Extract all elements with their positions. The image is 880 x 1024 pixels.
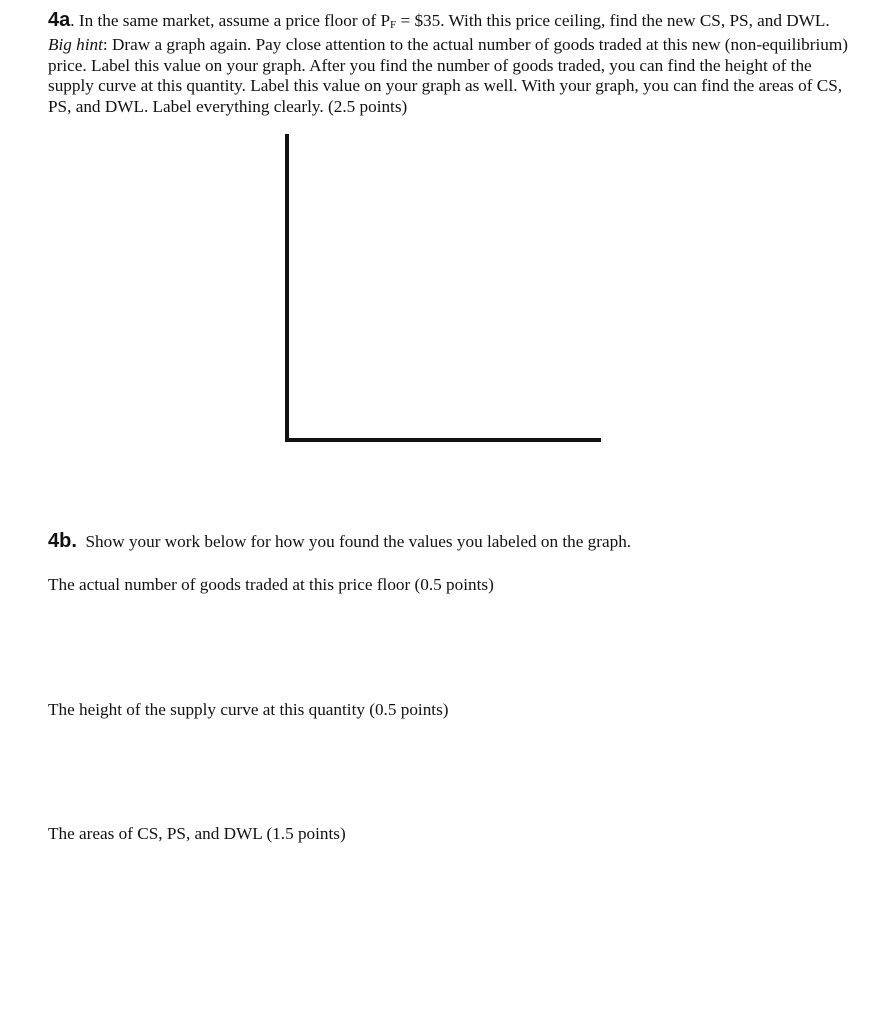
question-4b-text: Show your work below for how you found the values you labeled on the graph.	[85, 532, 632, 551]
question-4b	[48, 530, 848, 553]
price-floor-subscript: F	[390, 19, 397, 31]
big-hint-label: Big hint	[48, 35, 103, 55]
question-4a	[48, 10, 848, 117]
question-4a-text-part2: = $35. With this price ceiling, find the new CS, PS, and DWL.	[396, 11, 830, 30]
prompt-goods-traded: The actual number of goods traded at this price floor (0.5 points)	[48, 575, 494, 594]
blank-graph-axes	[284, 134, 604, 444]
question-4a-number: 4a	[48, 9, 71, 31]
question-4a-text-part1: . In the same market, assume a price floor of P	[70, 11, 391, 30]
question-4a-text-part3: : Draw a graph again. Pay close attention to the actual number of goods traded at this new (non-equilibrium) price. Label this value on your graph. After you find the number of goods traded, you can find the height of the supply curve at this quantity. Label this value on your graph as well. With your graph, you can find the areas of CS, PS, and DWL. Label everything clearly. (2.5 points)	[48, 35, 848, 116]
prompt-supply-height: The height of the supply curve at this quantity (0.5 points)	[48, 700, 449, 719]
question-4b-number: 4b.	[48, 530, 77, 552]
prompt-areas: The areas of CS, PS, and DWL (1.5 points)	[48, 824, 346, 843]
